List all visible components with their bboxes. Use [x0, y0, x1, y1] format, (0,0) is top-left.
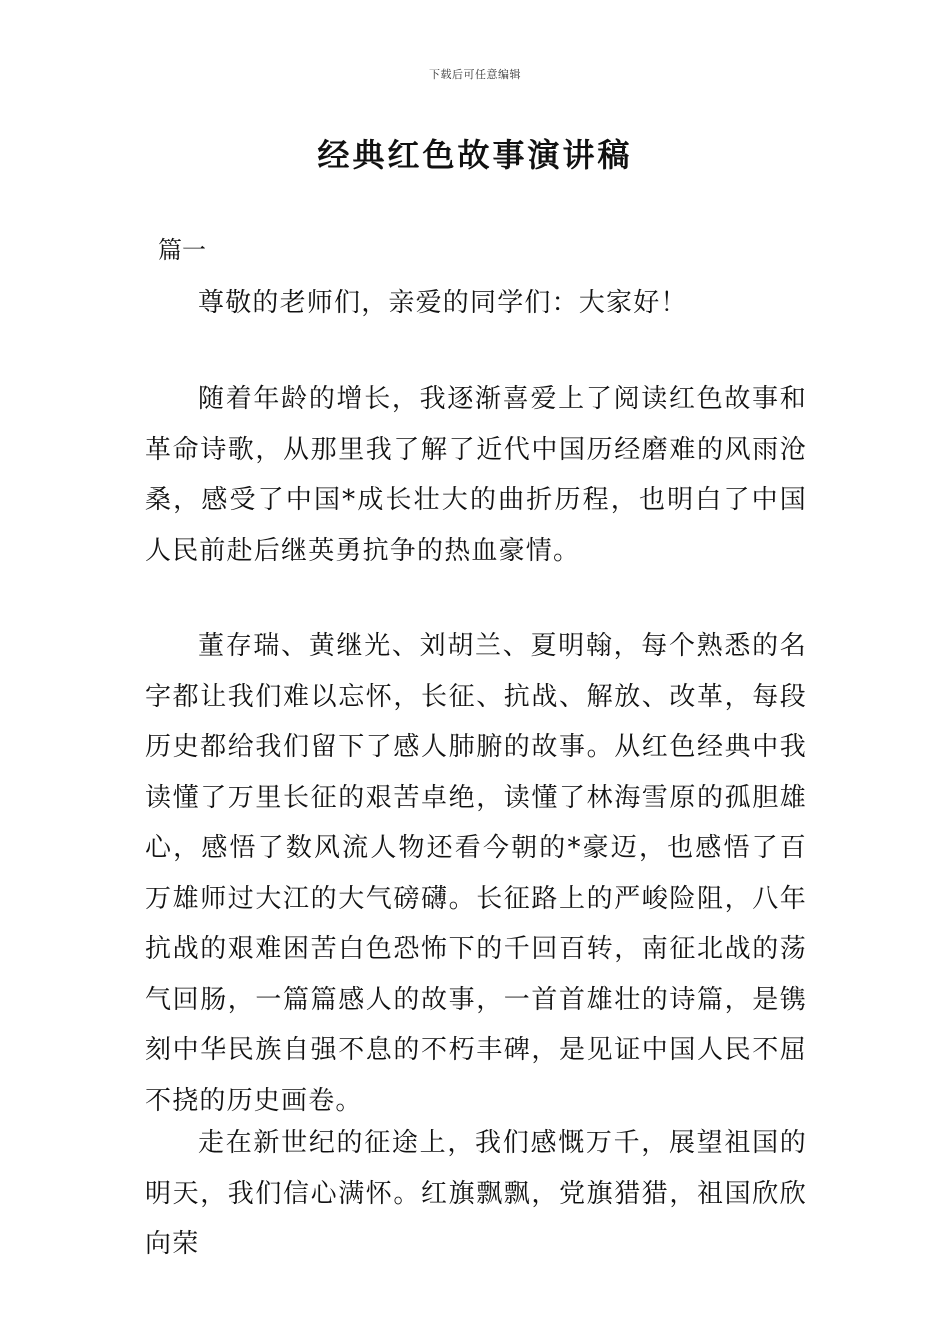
- paragraph-3: 走在新世纪的征途上，我们感慨万千，展望祖国的明天，我们信心满怀。红旗飘飘，党旗猎猎，祖国欣欣向荣: [145, 1128, 807, 1259]
- section-label: 篇一: [158, 236, 206, 264]
- paragraph-2: 董存瑞、黄继光、刘胡兰、夏明翰，每个熟悉的名字都让我们难以忘怀，长征、抗战、解放、改革，每段历史都给我们留下了感人肺腑的故事。从红色经典中我读懂了万里长征的艰苦卓绝，读懂了林海雪原的孤胆雄心，感悟了数风流人物还看今朝的*豪迈，也感悟了百万雄师过大江的大气磅礴。长征路上的严峻险阻，八年抗战的艰难困苦白色恐怖下的千回百转，南征北战的荡气回肠，一篇篇感人的故事，一首首雄壮的诗篇，是镌刻中华民族自强不息的不朽丰碑，是见证中国人民不屈不挠的历史画卷。: [145, 631, 807, 1116]
- page-header-note: 下载后可任意编辑: [429, 68, 521, 81]
- greeting-line: 尊敬的老师们，亲爱的同学们：大家好！: [198, 288, 688, 318]
- document-title: 经典红色故事演讲稿: [317, 136, 633, 174]
- paragraph-1: 随着年龄的增长，我逐渐喜爱上了阅读红色故事和革命诗歌，从那里我了解了近代中国历经磨难的风雨沧桑，感受了中国*成长壮大的曲折历程，也明白了中国人民前赴后继英勇抗争的热血豪情。: [145, 384, 807, 566]
